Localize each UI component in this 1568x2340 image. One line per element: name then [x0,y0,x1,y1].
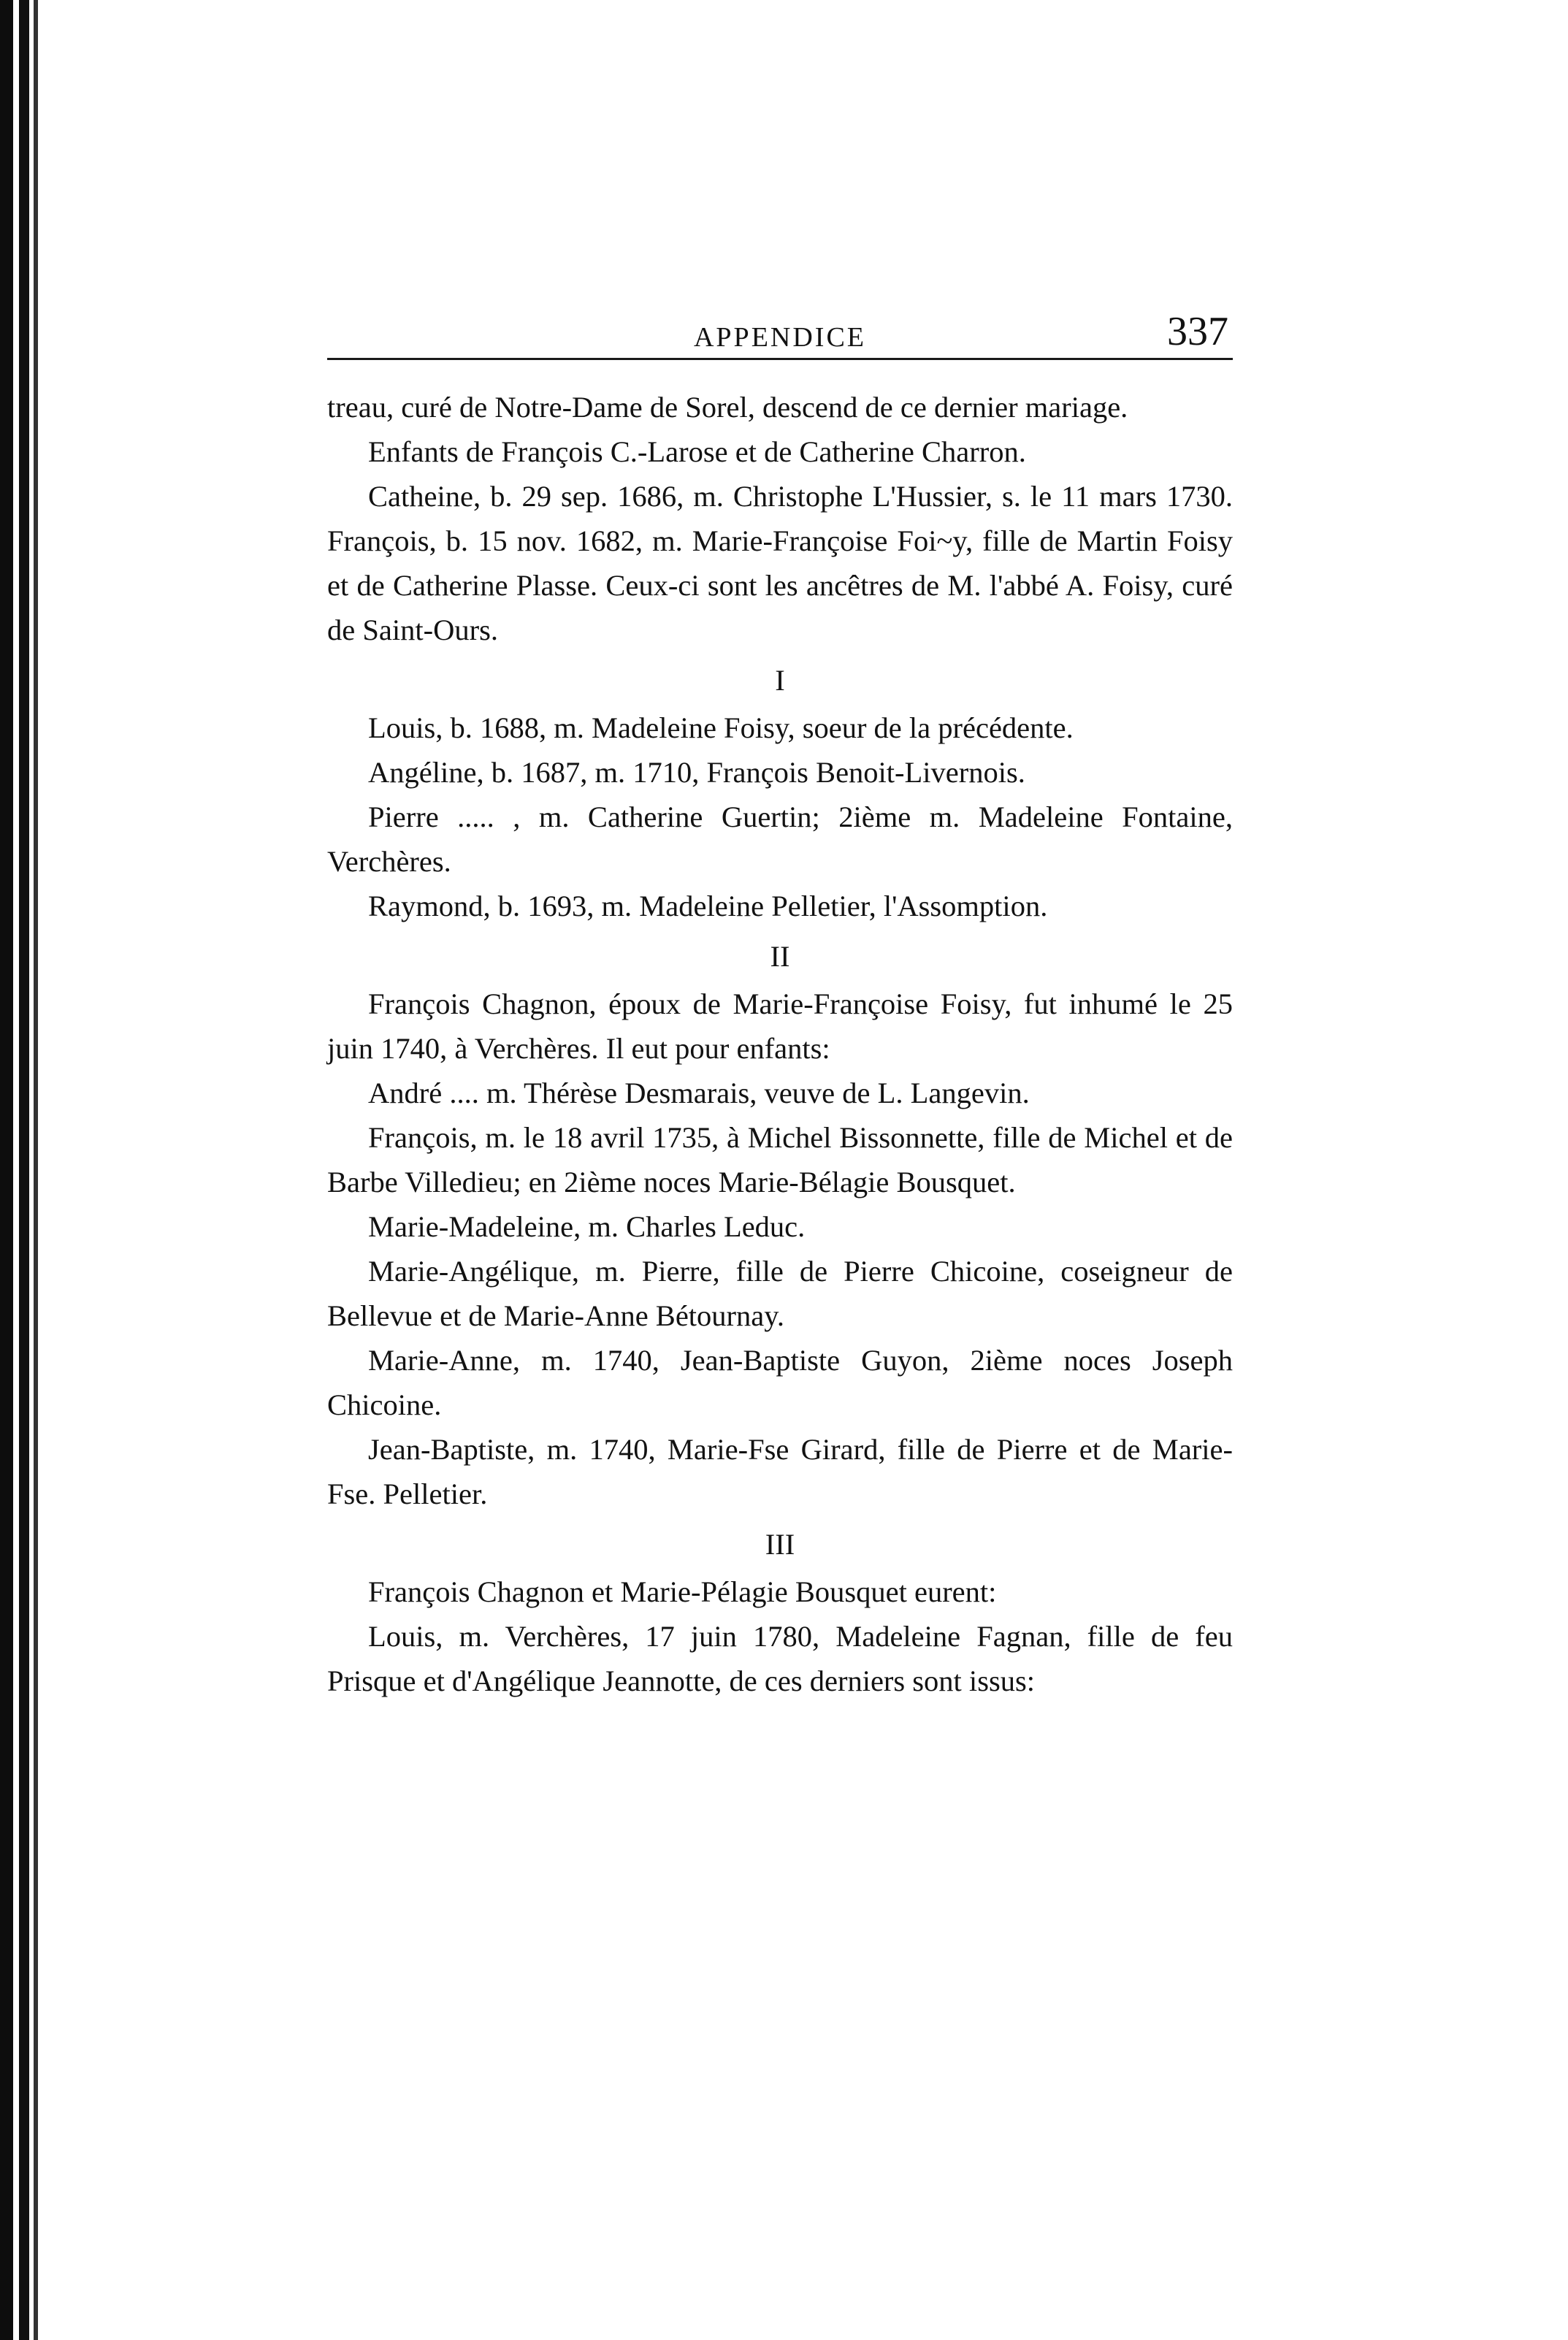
paragraph-marie-madeleine: Marie-Madeleine, m. Charles Leduc. [368,1210,806,1243]
paragraph-louis: Louis, b. 1688, m. Madeleine Foisy, soeur de la précédente. [368,711,1074,744]
running-title: APPENDICE [693,322,867,353]
paragraph-chagnon-bousquet: François Chagnon et Marie-Pélagie Bousquet eurent: [368,1575,997,1608]
paragraph-francois: François, m. le 18 avril 1735, à Michel Bissonnette, fille de Michel et de Barbe Villedieu; en 2ième noces Marie-Bélagie Bousquet. [327,1121,1233,1198]
page-number: 337 [1167,309,1228,354]
section-numeral-3: III [765,1528,795,1561]
text-block [327,307,1233,1703]
paragraph-andre: André .... m. Thérèse Desmarais, veuve de L. Langevin. [368,1077,1030,1109]
paragraph-raymond: Raymond, b. 1693, m. Madeleine Pelletier, l'Assomption. [368,890,1048,922]
paragraph-francois-chagnon: François Chagnon, époux de Marie-Françoise Foisy, fut inhumé le 25 juin 1740, à Verchères. Il eut pour enfants: [327,987,1233,1065]
paragraph-catherine-francois: Catheine, b. 29 sep. 1686, m. Christophe L'Hussier, s. le 11 mars 1730. François, b. 15 nov. 1682, m. Marie-Françoise Foi~y, fille de Martin Foisy et de Catherine Plasse. Ceux-ci sont les ancêtres de M. l'abbé A. Foisy, curé de Saint-Ours. [327,480,1233,646]
paragraph-louis-verchères: Louis, m. Verchères, 17 juin 1780, Madeleine Fagnan, fille de feu Prisque et d'Angélique Jeannotte, de ces derniers sont issus: [327,1620,1233,1697]
paragraph-children-heading: Enfants de François C.-Larose et de Catherine Charron. [368,435,1026,468]
running-head [327,307,1233,360]
section-numeral-1: I [775,664,785,697]
paragraph-marie-angelique: Marie-Angélique, m. Pierre, fille de Pierre Chicoine, coseigneur de Bellevue et de Marie-Anne Bétournay. [327,1255,1233,1332]
section-numeral-2: II [770,940,790,973]
paragraph-jean-baptiste: Jean-Baptiste, m. 1740, Marie-Fse Girard, fille de Pierre et de Marie-Fse. Pelletier. [327,1433,1233,1510]
paragraph-continuation: treau, curé de Notre-Dame de Sorel, descend de ce dernier mariage. [327,391,1128,424]
paragraph-pierre: Pierre ..... , m. Catherine Guertin; 2ième m. Madeleine Fontaine, Verchères. [327,800,1233,878]
scan-binding-edge [0,0,51,2340]
paragraph-angeline: Angéline, b. 1687, m. 1710, François Benoit-Livernois. [368,756,1025,789]
paragraph-marie-anne: Marie-Anne, m. 1740, Jean-Baptiste Guyon, 2ième noces Joseph Chicoine. [327,1344,1233,1421]
